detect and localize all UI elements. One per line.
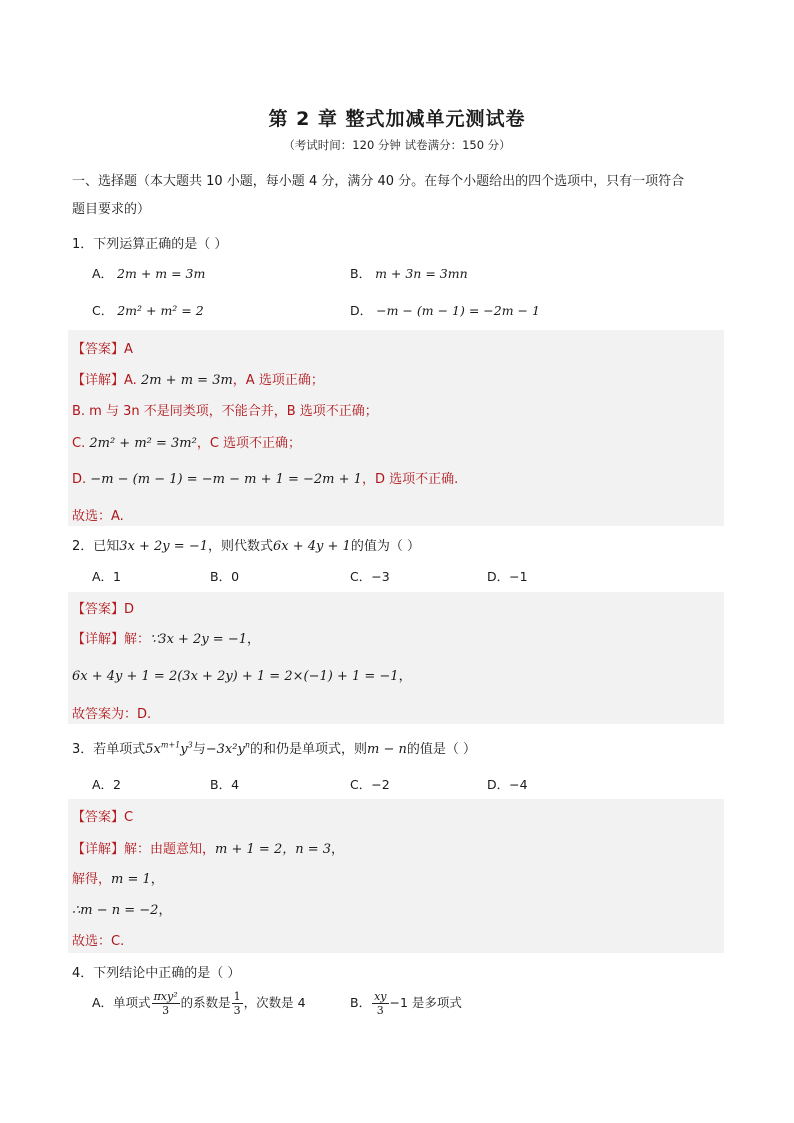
q4-option-a-frac2-top: 1 [233, 990, 241, 1003]
q1-answer-box [68, 330, 724, 526]
q3-stem-mid-2: 的和仍是单项式，则 [249, 742, 367, 757]
q2-stem-math-2: 6x + 4y + 1 [273, 539, 351, 554]
q2-stem [72, 535, 420, 554]
q3-stem-math-2: −3x²y [205, 742, 245, 757]
q2-detail-1-math: ∵3x + 2y = −1 [150, 632, 247, 647]
q1-detail-3-math: 2m² + m² = 3m² [89, 436, 197, 451]
q3-stem-math-3: m − n [366, 742, 407, 757]
q1-detail-3 [72, 432, 301, 451]
q1-detail-4-math: −m − (m − 1) = −m − m + 1 = −2m + 1 [90, 472, 362, 487]
q1-option-d-math: −m − (m − 1) = −2m − 1 [376, 303, 540, 318]
q2-answer-box [68, 592, 724, 724]
q1-detail-2: B. m 与 3n 不是同类项，不能合并，B 选项不正确； [72, 404, 378, 419]
q1-detail-3-text: ，C 选项不正确； [196, 436, 302, 451]
q1-detail-1-math: 2m + m = 3m [140, 373, 233, 388]
q1-option-a [92, 264, 205, 282]
q2-stem-post: 的值为（ ） [350, 539, 420, 554]
q1-detail-1 [72, 369, 324, 388]
q4-option-b-pre: B． [350, 995, 372, 1010]
q2-stem-math-1: 3x + 2y = −1 [119, 539, 208, 554]
q2-answer-tag: 【答案】 [72, 602, 125, 617]
q3-stem-post: 的值是（ ） [406, 742, 476, 757]
q1-answer [72, 338, 133, 357]
q2-option-b: B．0 [210, 569, 240, 584]
section-heading-line2: 题目要求的） [72, 202, 151, 217]
page-subtitle: （考试时间：120 分钟 试卷满分：150 分） [283, 138, 511, 152]
q3-detail-1-end: ， [331, 842, 345, 857]
q3-stem-math-1: 5x [145, 742, 161, 757]
q3-stem-sup-1: m+1 [160, 740, 181, 750]
q3-stem-mid: 与 [192, 742, 206, 757]
q3-detail-1-text: 解：由题意知， [124, 842, 216, 857]
q2-conclusion: 故答案为：D. [72, 707, 152, 722]
q1-option-c-math: 2m² + m² = 2 [117, 303, 204, 318]
q1-option-b-math: m + 3n = 3mn [375, 266, 468, 281]
q2-detail-2 [72, 665, 412, 684]
q3-option-b: B．4 [210, 777, 240, 792]
q4-option-a-frac2-bottom: 3 [233, 1004, 241, 1017]
q3-option-a: A．2 [92, 777, 122, 792]
q1-answer-tag: 【答案】 [72, 342, 125, 357]
q1-detail-tag: 【详解】 [72, 373, 125, 388]
q1-detail-4 [72, 468, 458, 487]
q2-option-a: A．1 [92, 569, 122, 584]
q3-answer-box [68, 799, 724, 953]
q1-detail-1-text: ，A 选项正确； [232, 373, 324, 388]
section-heading-line1: 一、选择题（本大题共 10 小题，每小题 4 分，满分 40 分。在每个小题给出的四个选项中，只有一项符合 [72, 174, 685, 189]
q1-option-d [350, 301, 540, 319]
q3-detail-tag: 【详解】 [72, 842, 125, 857]
q3-detail-2-end: ， [150, 872, 164, 887]
q2-option-d: D．−1 [487, 569, 528, 584]
q2-detail-1-end: ， [247, 632, 261, 647]
q3-option-d: D．−4 [487, 777, 528, 792]
q1-detail-1-prefix: A. [124, 373, 137, 388]
q4-option-a-frac-top: πxy² [153, 990, 178, 1003]
q2-stem-mid: ，则代数式 [207, 539, 273, 554]
q3-stem-sup-2: n [244, 740, 250, 750]
q4-option-b-post: −1 是多项式 [389, 995, 462, 1010]
q3-detail-2-math: m = 1 [111, 872, 151, 887]
q3-detail-1-math: m + 1 = 2，n = 3 [215, 842, 332, 857]
q3-stem [72, 738, 476, 757]
q3-detail-2 [72, 868, 164, 887]
q4-option-a [92, 990, 306, 1017]
q3-answer-tag: 【答案】 [72, 810, 125, 825]
q3-detail-3 [72, 899, 171, 918]
q4-option-b-frac-top: xy [374, 990, 387, 1003]
q2-answer-value: D [124, 602, 135, 617]
q4-option-a-frac-bottom: 3 [162, 1004, 170, 1017]
q1-option-c-label: C． [92, 303, 114, 318]
q1-option-d-label: D． [350, 303, 373, 318]
q3-detail-3-end: ， [158, 903, 172, 918]
q4-stem: 4．下列结论中正确的是（ ） [72, 966, 241, 981]
q3-stem-math-1b: y [180, 742, 188, 757]
q3-answer [72, 806, 133, 825]
q1-detail-4-prefix: D. [72, 472, 87, 487]
q3-option-c: C．−2 [350, 777, 390, 792]
q2-detail-2-math: 6x + 4y + 1 = 2(3x + 2y) + 1 = 2×(−1) + 1 = −1 [72, 669, 399, 684]
q1-conclusion: 故选：A. [72, 509, 124, 524]
q1-stem: 1．下列运算正确的是（ ） [72, 237, 228, 252]
page-title: 第 2 章 整式加减单元测试卷 [268, 108, 526, 130]
q4-option-b-fraction [372, 990, 388, 1017]
q1-option-c [92, 301, 204, 319]
q1-answer-value: A [124, 342, 133, 357]
q3-stem-sup-1b: 3 [187, 740, 193, 750]
q2-detail-tag: 【详解】 [72, 632, 125, 647]
q2-detail-1-text: 解： [124, 632, 151, 647]
q3-detail-2-text: 解得， [72, 872, 112, 887]
q3-detail-1 [72, 838, 344, 857]
q3-stem-pre: 3．若单项式 [72, 742, 146, 757]
q2-detail-1 [72, 628, 260, 647]
q4-option-b-frac-bottom: 3 [376, 1004, 384, 1017]
q1-option-b [350, 264, 468, 282]
q3-conclusion: 故选：C. [72, 934, 125, 949]
q4-option-a-post: ，次数是 4 [243, 995, 306, 1010]
q2-detail-2-end: ， [398, 669, 412, 684]
q2-option-c: C．−3 [350, 569, 390, 584]
q1-option-a-label: A． [92, 266, 114, 281]
q3-detail-3-math: ∴m − n = −2 [72, 903, 159, 918]
q2-answer [72, 598, 134, 617]
q4-option-b [350, 990, 462, 1017]
q4-option-a-mid: 的系数是 [180, 995, 231, 1010]
q1-detail-3-prefix: C. [72, 436, 86, 451]
q1-detail-4-text: ，D 选项不正确. [361, 472, 459, 487]
q3-answer-value: C [124, 810, 134, 825]
q2-stem-pre: 2．已知 [72, 539, 120, 554]
q4-option-a-fraction [152, 990, 180, 1017]
q1-option-b-label: B． [350, 266, 372, 281]
q1-option-a-math: 2m + m = 3m [117, 266, 206, 281]
q4-option-a-fraction-2 [232, 990, 243, 1017]
q4-option-a-pre: A．单项式 [92, 995, 151, 1010]
